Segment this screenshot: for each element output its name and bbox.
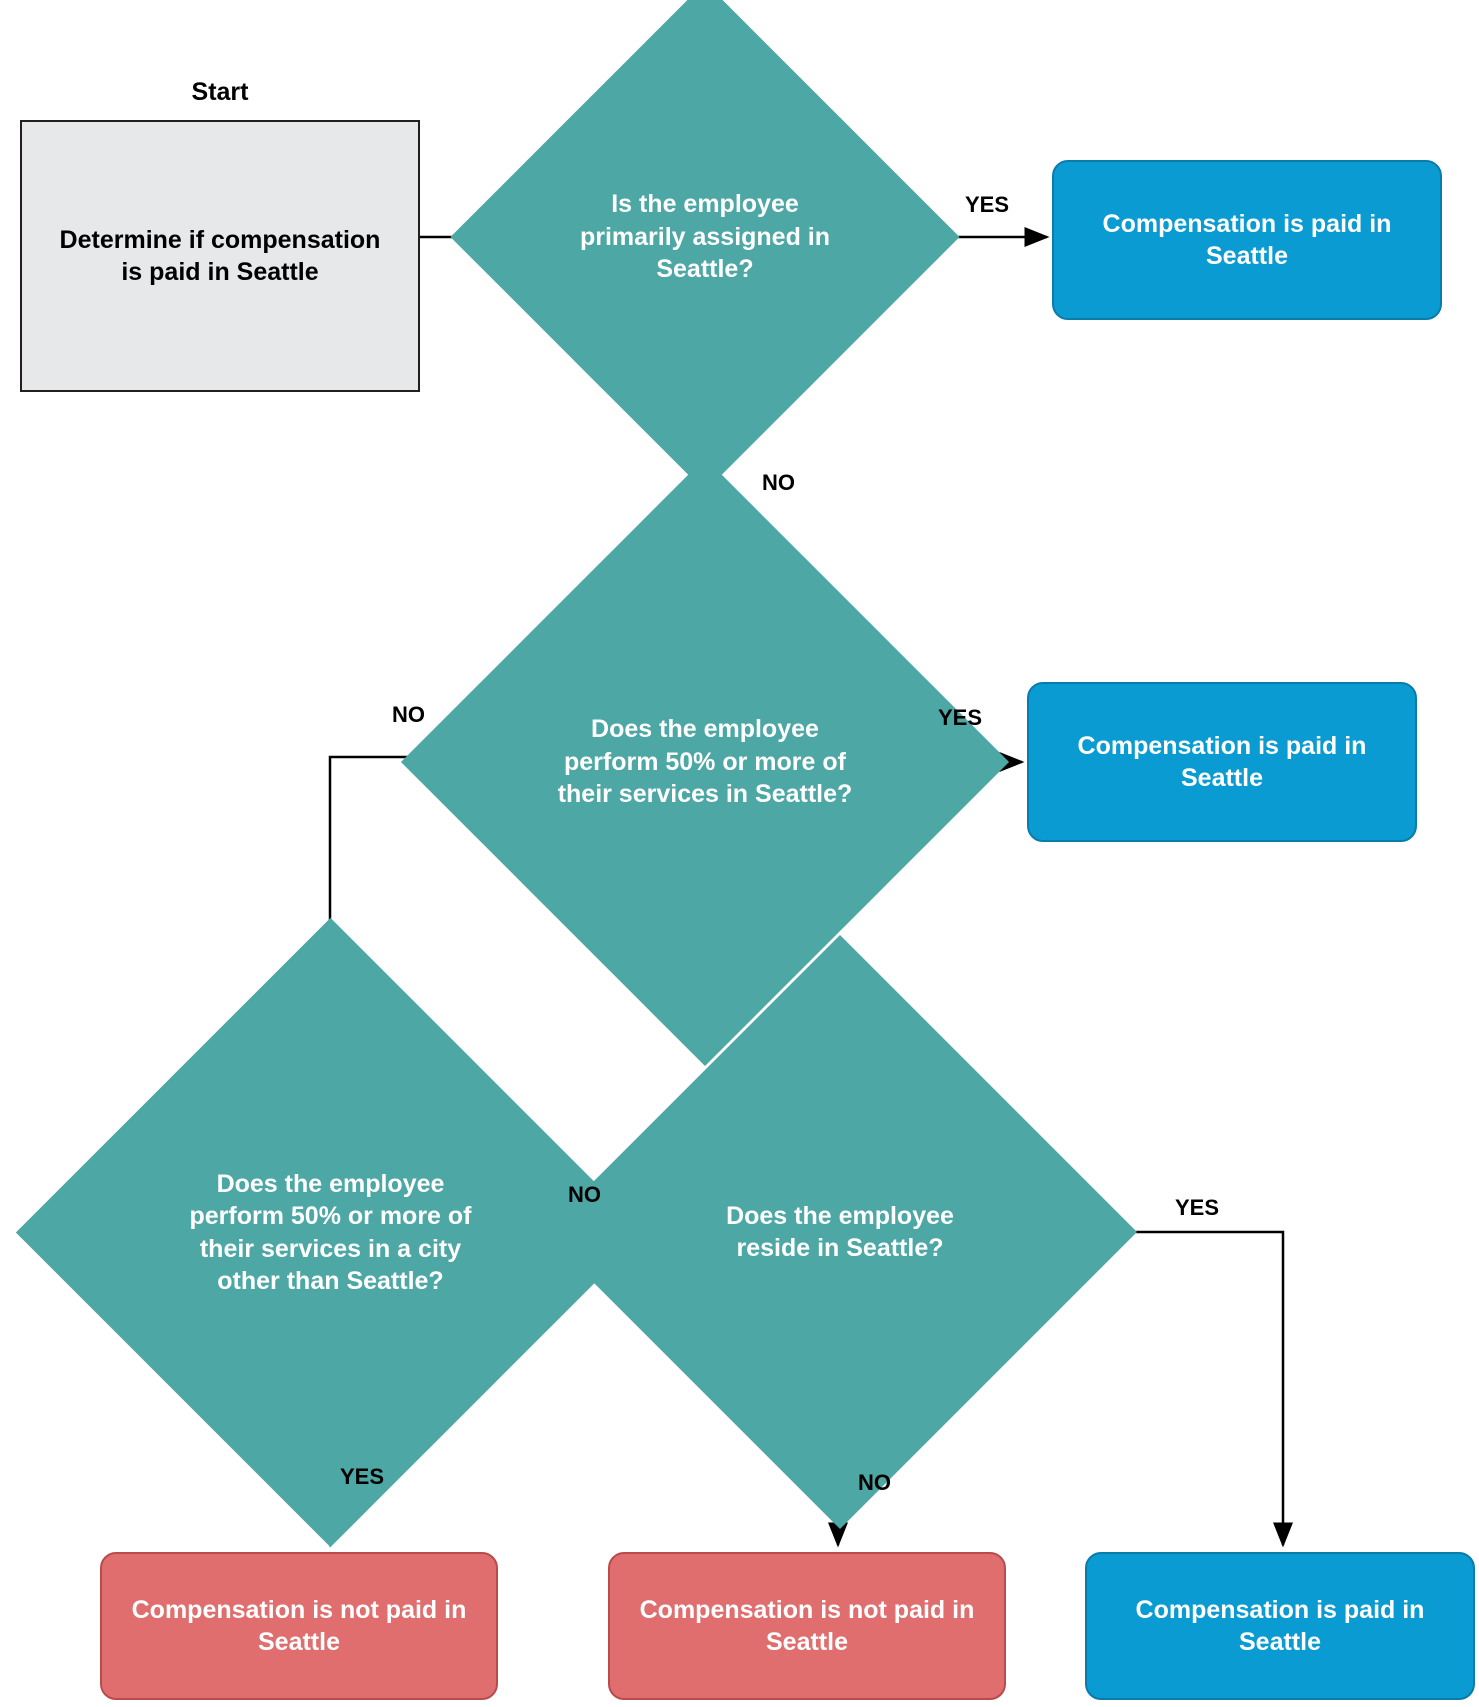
terminal-not-paid-2-label: Compensation is not paid in Seattle xyxy=(639,1595,975,1656)
decision-resides-in-seattle xyxy=(630,1022,1050,1442)
terminal-not-paid-1-label: Compensation is not paid in Seattle xyxy=(131,1595,467,1656)
edge-label-d3-no: NO xyxy=(568,1182,601,1207)
edge-label-d1-yes: YES xyxy=(965,192,1010,217)
decision-50-percent-other-city xyxy=(108,1010,553,1455)
edge-label-d2-no: NO xyxy=(392,702,425,727)
edge-label-d4-no: NO xyxy=(858,1470,891,1495)
terminal-paid-2 xyxy=(1027,682,1417,842)
decision-primarily-assigned xyxy=(525,57,885,417)
edge-label-d1-no: NO xyxy=(762,470,795,495)
terminal-not-paid-1 xyxy=(100,1552,498,1700)
terminal-paid-2-label: Compensation is paid in Seattle xyxy=(1077,731,1367,792)
terminal-paid-1 xyxy=(1052,160,1442,320)
edge-label-d3-yes: YES xyxy=(340,1464,385,1489)
edge-label-d4-yes: YES xyxy=(1175,1195,1220,1220)
start-node-label: Determine if compensation is paid in Seattle xyxy=(59,226,381,286)
decision-resides-in-seattle-label: Does the employee reside in Seattle? xyxy=(726,1201,954,1262)
terminal-paid-3-label: Compensation is paid in Seattle xyxy=(1135,1595,1425,1656)
decision-primarily-assigned-label: Is the employee primarily assigned in Seattle? xyxy=(579,190,831,284)
decision-50-percent-seattle-label: Does the employee perform 50% or more of their services in Seattle? xyxy=(557,715,853,809)
edge-label-d2-yes: YES xyxy=(938,705,983,730)
decision-50-percent-seattle xyxy=(490,547,920,977)
start-label: Start xyxy=(191,78,249,106)
terminal-paid-3 xyxy=(1085,1552,1475,1700)
terminal-not-paid-2 xyxy=(608,1552,1006,1700)
start-node xyxy=(20,120,420,392)
decision-50-percent-other-city-label: Does the employee perform 50% or more of their services in a city other than Seattle? xyxy=(189,1169,472,1295)
terminal-paid-1-label: Compensation is paid in Seattle xyxy=(1102,209,1392,270)
